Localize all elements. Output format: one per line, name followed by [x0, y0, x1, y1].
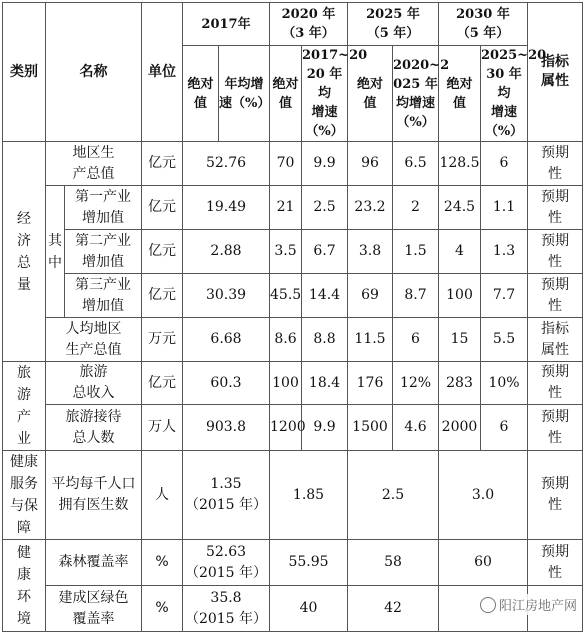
cell-attr: 预期 性 [528, 540, 583, 586]
cell-2025: 42 [348, 586, 439, 632]
cell-2030: 100 [439, 274, 481, 318]
cell-g2020: 8.8 [302, 318, 348, 362]
cell-g2025: 2 [393, 186, 439, 230]
cell-g2025: 12% [393, 362, 439, 405]
cell-2030: 283 [439, 362, 481, 405]
row-unit: 亿元 [142, 142, 183, 186]
row-unit: 亿元 [142, 186, 183, 230]
row-unit: 万人 [142, 405, 183, 451]
cell-2025: 11.5 [348, 318, 393, 362]
cell-g2030: 6 [481, 405, 528, 451]
cell-2020: 100 [270, 362, 302, 405]
header-growth-2030: 2025~20 30 年均 增速 （%） [481, 46, 528, 142]
group-tourism: 旅 游 产 业 [3, 362, 46, 451]
cell-g2020: 9.9 [302, 142, 348, 186]
cell-attr: 预期 性 [528, 451, 583, 540]
cell-attr: 预期 性 [528, 405, 583, 451]
row-unit: 人 [142, 451, 183, 540]
cell-g2025: 6.5 [393, 142, 439, 186]
cell-2025: 3.8 [348, 230, 393, 274]
group-health: 健康 服务 与保 障 [3, 451, 46, 540]
cell-2030: 128.5 [439, 142, 481, 186]
table-row [3, 274, 583, 318]
cell-2025: 176 [348, 362, 393, 405]
cell-2017: 1.35 （2015 年） [183, 451, 270, 540]
cell-2025: 69 [348, 274, 393, 318]
cell-2020: 45.5 [270, 274, 302, 318]
cell-2017: 60.3 [183, 362, 270, 405]
table-row [3, 451, 583, 540]
header-abs-2030: 绝对 值 [439, 46, 481, 142]
header-2017: 2017年 [183, 3, 270, 46]
group-env: 健 康 环 境 [3, 540, 46, 632]
row-name: 建成区绿色 覆盖率 [46, 586, 142, 632]
cell-2020: 55.95 [270, 540, 348, 586]
cell-attr: 预期 性 [528, 142, 583, 186]
row-name: 森林覆盖率 [46, 540, 142, 586]
group-among: 其 中 [46, 186, 65, 318]
row-unit: % [142, 540, 183, 586]
cell-2030: 2000 [439, 405, 481, 451]
cell-g2030: 1.3 [481, 230, 528, 274]
cell-2020: 1.85 [270, 451, 348, 540]
header-2025: 2025 年 （5 年） [348, 3, 439, 46]
cell-g2030: 5.5 [481, 318, 528, 362]
table-row [3, 230, 583, 274]
cell-2025: 1500 [348, 405, 393, 451]
row-unit: 亿元 [142, 274, 183, 318]
row-name: 人均地区 生产总值 [46, 318, 142, 362]
cell-2025: 2.5 [348, 451, 439, 540]
header-attr: 指标 属性 [528, 3, 583, 142]
row-name: 第一产业 增加值 [65, 186, 142, 230]
header-abs-2017: 绝对 值 [183, 46, 219, 142]
group-econ: 经 济 总 量 [3, 142, 46, 362]
row-unit: 亿元 [142, 362, 183, 405]
row-name: 旅游 总收入 [46, 362, 142, 405]
row-name: 平均每千人口 拥有医生数 [46, 451, 142, 540]
cell-attr: 预期 性 [528, 186, 583, 230]
header-unit: 单位 [142, 3, 183, 142]
cell-g2020: 14.4 [302, 274, 348, 318]
indicator-table [2, 2, 583, 632]
cell-2017: 52.76 [183, 142, 270, 186]
cell-g2020: 9.9 [302, 405, 348, 451]
row-name: 地区生 产总值 [46, 142, 142, 186]
cell-g2020: 2.5 [302, 186, 348, 230]
row-name: 第三产业 增加值 [65, 274, 142, 318]
cell-g2025: 8.7 [393, 274, 439, 318]
cell-attr: 预期 性 [528, 230, 583, 274]
header-2030: 2030 年 （5 年） [439, 3, 528, 46]
row-unit: 万元 [142, 318, 183, 362]
cell-2017: 19.49 [183, 186, 270, 230]
cell-g2020: 6.7 [302, 230, 348, 274]
cell-g2030: 10% [481, 362, 528, 405]
cell-g2030: 7.7 [481, 274, 528, 318]
cell-2025: 23.2 [348, 186, 393, 230]
table-row [3, 318, 583, 362]
row-unit: 亿元 [142, 230, 183, 274]
header-name: 名称 [46, 3, 142, 142]
cell-2017: 35.8 （2015 年） [183, 586, 270, 632]
cell-2017: 903.8 [183, 405, 270, 451]
row-name: 旅游接待 总人数 [46, 405, 142, 451]
cell-2017: 2.88 [183, 230, 270, 274]
header-growth-2017: 年均增 速（%） [219, 46, 270, 142]
table-row [3, 362, 583, 405]
cell-2020: 3.5 [270, 230, 302, 274]
header-abs-2020: 绝对 值 [270, 46, 302, 142]
table-row [3, 540, 583, 586]
cell-g2025: 1.5 [393, 230, 439, 274]
cell-2020: 1200 [270, 405, 302, 451]
table-row [3, 405, 583, 451]
header-2020: 2020 年 （3 年） [270, 3, 348, 46]
cell-2017: 30.39 [183, 274, 270, 318]
cell-g2025: 4.6 [393, 405, 439, 451]
watermark [477, 594, 580, 615]
cell-2030: 60 [439, 540, 528, 586]
table-row [3, 186, 583, 230]
cell-g2025: 6 [393, 318, 439, 362]
cell-attr: 预期 性 [528, 274, 583, 318]
cell-2017: 6.68 [183, 318, 270, 362]
row-name: 第二产业 增加值 [65, 230, 142, 274]
cell-2030: 3.0 [439, 451, 528, 540]
header-abs-2025: 绝对 值 [348, 46, 393, 142]
wechat-logo-icon [480, 597, 496, 613]
cell-2020: 8.6 [270, 318, 302, 362]
cell-2030: 15 [439, 318, 481, 362]
header-category: 类别 [3, 3, 46, 142]
cell-g2020: 18.4 [302, 362, 348, 405]
cell-2020: 40 [270, 586, 348, 632]
cell-2030: 24.5 [439, 186, 481, 230]
watermark-text: 阳江房地产网 [498, 599, 577, 614]
cell-2017: 52.63 （2015 年） [183, 540, 270, 586]
cell-2030: 4 [439, 230, 481, 274]
cell-attr: 指标 属性 [528, 318, 583, 362]
cell-g2030: 6 [481, 142, 528, 186]
cell-2020: 70 [270, 142, 302, 186]
cell-2025: 58 [348, 540, 439, 586]
cell-g2030: 1.1 [481, 186, 528, 230]
table-row [3, 142, 583, 186]
cell-2020: 21 [270, 186, 302, 230]
header-growth-2020: 2017~20 20 年均 增速 （%） [302, 46, 348, 142]
row-unit: % [142, 586, 183, 632]
cell-attr: 预期 性 [528, 362, 583, 405]
header-growth-2025: 2020~2 025 年 均增速 （%） [393, 46, 439, 142]
cell-2025: 96 [348, 142, 393, 186]
